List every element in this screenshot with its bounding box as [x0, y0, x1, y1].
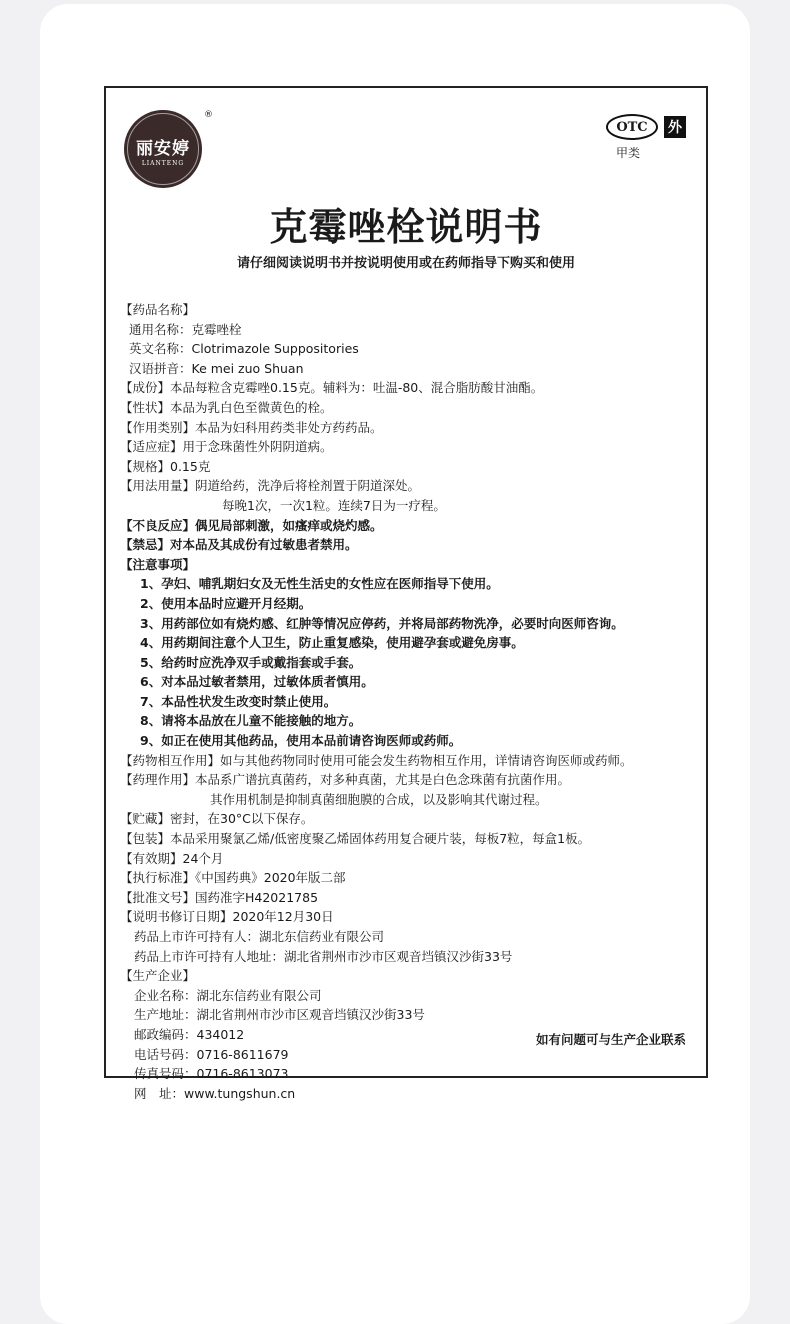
precaution-item: 8、请将本品放在儿童不能接触的地方。 — [140, 713, 362, 729]
shelf-life: 【有效期】24个月 — [120, 850, 224, 866]
leaflet-document — [104, 86, 708, 1101]
company-name: 企业名称：湖北东信药业有限公司 — [134, 987, 322, 1003]
packaging: 【包装】本品采用聚氯乙烯/低密度聚乙烯固体药用复合硬片装，每板7粒，每盒1板。 — [120, 831, 591, 847]
generic-name: 通用名称：克霉唑栓 — [129, 321, 242, 337]
document-title: 克霉唑栓说明书 — [269, 205, 543, 249]
postal-code: 邮政编码：434012 — [134, 1026, 245, 1042]
document-subtitle: 请仔细阅读说明书并按说明使用或在药师指导下购买和使用 — [236, 256, 575, 271]
ingredients: 【成份】本品每粒含克霉唑0.15克。辅料为：吐温-80、混合脂肪酸甘油酯。 — [120, 380, 544, 396]
indications: 【适应症】用于念珠菌性外阴阴道病。 — [120, 439, 333, 455]
license-holder: 药品上市许可持有人：湖北东信药业有限公司 — [134, 929, 385, 944]
logo-chinese-text: 丽安婷 — [136, 138, 190, 159]
standard: 【执行标准】《中国药典》2020年版二部 — [120, 870, 346, 886]
logo-english-text: LIANTENG — [141, 159, 185, 167]
precaution-item: 4、用药期间注意个人卫生，防止重复感染，使用避孕套或避免房事。 — [140, 635, 524, 651]
section-manufacturer: 【生产企业】 — [120, 968, 196, 984]
section-precautions: 【注意事项】 — [120, 556, 196, 572]
adverse-reactions: 【不良反应】偶见局部刺激，如瘙痒或烧灼感。 — [120, 517, 383, 533]
dosage: 【用法用量】阴道给药，洗净后将栓剂置于阴道深处。 — [120, 478, 421, 494]
otc-marks — [606, 114, 686, 140]
pharmacology-continued: 其作用机制是抑制真菌细胞膜的合成，以及影响其代谢过程。 — [210, 791, 548, 807]
precaution-item: 9、如正在使用其他药品，使用本品前请咨询医师或药师。 — [140, 733, 462, 749]
section-drug-name: 【药品名称】 — [120, 302, 196, 317]
storage: 【贮藏】密封，在30°C以下保存。 — [120, 811, 314, 827]
precaution-item: 2、使用本品时应避开月经期。 — [140, 595, 312, 611]
precaution-item: 6、对本品过敏者禁用，过敏体质者慎用。 — [140, 674, 374, 690]
fax-number: 传真号码：0716-8613073 — [134, 1066, 289, 1082]
pinyin-name: 汉语拼音：Ke mei zuo Shuan — [129, 360, 304, 376]
external-use-badge: 外 — [664, 116, 686, 138]
registered-mark: ® — [204, 110, 213, 120]
otc-category: 甲类 — [615, 146, 640, 160]
otc-badge: OTC — [606, 114, 658, 140]
dosage-continued: 每晚1次，一次1粒。连续7日为一疗程。 — [222, 497, 446, 513]
revision-date: 【说明书修订日期】2020年12月30日 — [120, 909, 334, 925]
drug-category: 【作用类别】本品为妇科用药类非处方药药品。 — [120, 419, 383, 435]
appearance: 【性状】本品为乳白色至微黄色的栓。 — [120, 399, 333, 415]
logo-ring — [127, 113, 199, 185]
english-name: 英文名称：Clotrimazole Suppositories — [129, 341, 359, 357]
website: 网 址：www.tungshun.cn — [134, 1085, 296, 1101]
precaution-item: 1、孕妇、哺乳期妇女及无性生活史的女性应在医师指导下使用。 — [140, 576, 499, 592]
precaution-item: 7、本品性状发生改变时禁止使用。 — [140, 693, 337, 709]
approval-number: 【批准文号】国药准字H42021785 — [120, 889, 319, 905]
pharmacology: 【药理作用】本品系广谱抗真菌药，对多种真菌，尤其是白色念珠菌有抗菌作用。 — [120, 772, 571, 788]
contraindications: 【禁忌】对本品及其成份有过敏患者禁用。 — [120, 537, 358, 553]
license-holder-address: 药品上市许可持有人地址：湖北省荆州市沙市区观音垱镇汉沙街33号 — [134, 948, 513, 964]
phone-number: 电话号码：0716-8611679 — [134, 1046, 289, 1062]
leaflet-body — [120, 300, 696, 1103]
precaution-item: 5、给药时应洗净双手或戴指套或手套。 — [140, 654, 362, 670]
production-address: 生产地址：湖北省荆州市沙市区观音垱镇汉沙街33号 — [134, 1007, 425, 1023]
contact-note: 如有问题可与生产企业联系 — [535, 1032, 686, 1047]
precaution-item: 3、用药部位如有烧灼感、红肿等情况应停药，并将局部药物洗净，必要时向医师咨询。 — [140, 615, 624, 631]
drug-interactions: 【药物相互作用】如与其他药物同时使用可能会发生药物相互作用，详情请咨询医师或药师。 — [120, 752, 633, 768]
brand-logo — [124, 110, 202, 188]
specification: 【规格】0.15克 — [120, 458, 211, 474]
